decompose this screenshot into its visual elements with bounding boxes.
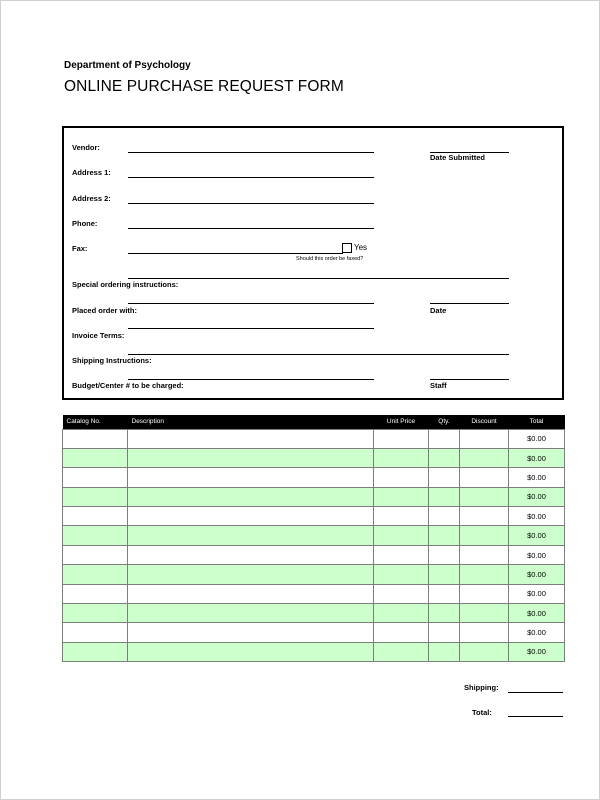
catalog-no-cell[interactable]	[63, 526, 128, 545]
invoice-terms-field[interactable]	[128, 328, 374, 329]
col-catalog-no: Catalog No.	[63, 415, 128, 429]
table-row	[63, 526, 565, 545]
total-cell: $0.00	[509, 526, 565, 545]
discount-cell[interactable]	[460, 584, 509, 603]
catalog-no-cell[interactable]	[63, 604, 128, 623]
staff-field[interactable]	[430, 379, 509, 380]
vendor-label: Vendor:	[72, 143, 100, 152]
table-row	[63, 642, 565, 661]
col-description: Description	[128, 415, 374, 429]
total-cell: $0.00	[509, 642, 565, 661]
table-row	[63, 604, 565, 623]
col-total: Total	[509, 415, 565, 429]
grand-total-field[interactable]	[508, 716, 563, 717]
date-submitted-label: Date Submitted	[430, 153, 486, 162]
total-cell: $0.00	[509, 487, 565, 506]
total-cell: $0.00	[509, 468, 565, 487]
budget-center-label: Budget/Center # to be charged:	[72, 381, 184, 390]
description-cell[interactable]	[128, 584, 374, 603]
qty-cell[interactable]	[429, 507, 460, 526]
placed-order-label: Placed order with:	[72, 306, 138, 315]
placed-order-field[interactable]	[128, 303, 374, 304]
catalog-no-cell[interactable]	[63, 487, 128, 506]
description-cell[interactable]	[128, 604, 374, 623]
description-cell[interactable]	[128, 507, 374, 526]
fax-label: Fax:	[72, 244, 88, 253]
description-cell[interactable]	[128, 642, 374, 661]
fax-field[interactable]	[128, 253, 343, 254]
description-cell[interactable]	[128, 565, 374, 584]
address2-label: Address 2:	[72, 194, 111, 203]
discount-cell[interactable]	[460, 623, 509, 642]
total-label: Total:	[472, 708, 492, 717]
discount-cell[interactable]	[460, 507, 509, 526]
qty-cell[interactable]	[429, 448, 460, 467]
qty-cell[interactable]	[429, 565, 460, 584]
discount-cell[interactable]	[460, 448, 509, 467]
table-row	[63, 487, 565, 506]
table-row	[63, 545, 565, 564]
form-title: ONLINE PURCHASE REQUEST FORM	[64, 78, 344, 95]
unit-price-cell[interactable]	[374, 526, 429, 545]
qty-cell[interactable]	[429, 584, 460, 603]
unit-price-cell[interactable]	[374, 623, 429, 642]
vendor-field[interactable]	[128, 152, 374, 153]
description-cell[interactable]	[128, 526, 374, 545]
table-row	[63, 448, 565, 467]
qty-cell[interactable]	[429, 623, 460, 642]
catalog-no-cell[interactable]	[63, 507, 128, 526]
total-cell: $0.00	[509, 604, 565, 623]
table-row	[63, 623, 565, 642]
discount-cell[interactable]	[460, 604, 509, 623]
table-row	[63, 584, 565, 603]
unit-price-cell[interactable]	[374, 487, 429, 506]
shipping-label: Shipping:	[464, 683, 499, 692]
shipping-field[interactable]	[508, 692, 563, 693]
description-cell[interactable]	[128, 448, 374, 467]
col-qty: Qty.	[429, 415, 460, 429]
total-cell: $0.00	[509, 565, 565, 584]
discount-cell[interactable]	[460, 642, 509, 661]
staff-label: Staff	[430, 381, 447, 390]
unit-price-cell[interactable]	[374, 429, 429, 448]
description-cell[interactable]	[128, 545, 374, 564]
qty-cell[interactable]	[429, 604, 460, 623]
table-row	[63, 429, 565, 448]
catalog-no-cell[interactable]	[63, 584, 128, 603]
unit-price-cell[interactable]	[374, 642, 429, 661]
budget-center-field[interactable]	[128, 379, 374, 380]
qty-cell[interactable]	[429, 642, 460, 661]
special-instructions-field[interactable]	[128, 278, 509, 279]
total-cell: $0.00	[509, 448, 565, 467]
special-instructions-label: Special ordering instructions:	[72, 280, 179, 289]
catalog-no-cell[interactable]	[63, 468, 128, 487]
qty-cell[interactable]	[429, 468, 460, 487]
table-row	[63, 507, 565, 526]
unit-price-cell[interactable]	[374, 565, 429, 584]
discount-cell[interactable]	[460, 468, 509, 487]
discount-cell[interactable]	[460, 429, 509, 448]
discount-cell[interactable]	[460, 545, 509, 564]
description-cell[interactable]	[128, 429, 374, 448]
total-cell: $0.00	[509, 545, 565, 564]
catalog-no-cell[interactable]	[63, 642, 128, 661]
total-cell: $0.00	[509, 507, 565, 526]
discount-cell[interactable]	[460, 565, 509, 584]
shipping-instructions-field[interactable]	[128, 354, 509, 355]
unit-price-cell[interactable]	[374, 507, 429, 526]
catalog-no-cell[interactable]	[63, 448, 128, 467]
discount-cell[interactable]	[460, 526, 509, 545]
qty-cell[interactable]	[429, 487, 460, 506]
address2-field[interactable]	[128, 203, 374, 204]
col-discount: Discount	[460, 415, 509, 429]
fax-yes-label: Yes	[354, 243, 368, 252]
unit-price-cell[interactable]	[374, 584, 429, 603]
table-row	[63, 565, 565, 584]
catalog-no-cell[interactable]	[63, 623, 128, 642]
phone-field[interactable]	[128, 228, 374, 229]
catalog-no-cell[interactable]	[63, 429, 128, 448]
description-cell[interactable]	[128, 623, 374, 642]
phone-label: Phone:	[72, 219, 98, 228]
table-header-row	[63, 415, 565, 429]
date-field[interactable]	[430, 303, 509, 304]
department-name: Department of Psychology	[64, 60, 191, 71]
col-unit-price: Unit Price	[374, 415, 429, 429]
qty-cell[interactable]	[429, 526, 460, 545]
fax-note: Should this order be faxed?	[296, 256, 364, 262]
unit-price-cell[interactable]	[374, 604, 429, 623]
total-cell: $0.00	[509, 429, 565, 448]
total-cell: $0.00	[509, 584, 565, 603]
unit-price-cell[interactable]	[374, 448, 429, 467]
date-label: Date	[430, 306, 447, 315]
address1-label: Address 1:	[72, 168, 111, 177]
request-info-box	[62, 126, 564, 400]
discount-cell[interactable]	[460, 487, 509, 506]
invoice-terms-label: Invoice Terms:	[72, 331, 125, 340]
unit-price-cell[interactable]	[374, 545, 429, 564]
description-cell[interactable]	[128, 468, 374, 487]
items-table	[62, 415, 565, 662]
table-row	[63, 468, 565, 487]
total-cell: $0.00	[509, 623, 565, 642]
address1-field[interactable]	[128, 177, 374, 178]
qty-cell[interactable]	[429, 429, 460, 448]
fax-yes-checkbox[interactable]	[342, 243, 352, 253]
catalog-no-cell[interactable]	[63, 565, 128, 584]
description-cell[interactable]	[128, 487, 374, 506]
unit-price-cell[interactable]	[374, 468, 429, 487]
catalog-no-cell[interactable]	[63, 545, 128, 564]
qty-cell[interactable]	[429, 545, 460, 564]
shipping-instructions-label: Shipping Instructions:	[72, 356, 152, 365]
